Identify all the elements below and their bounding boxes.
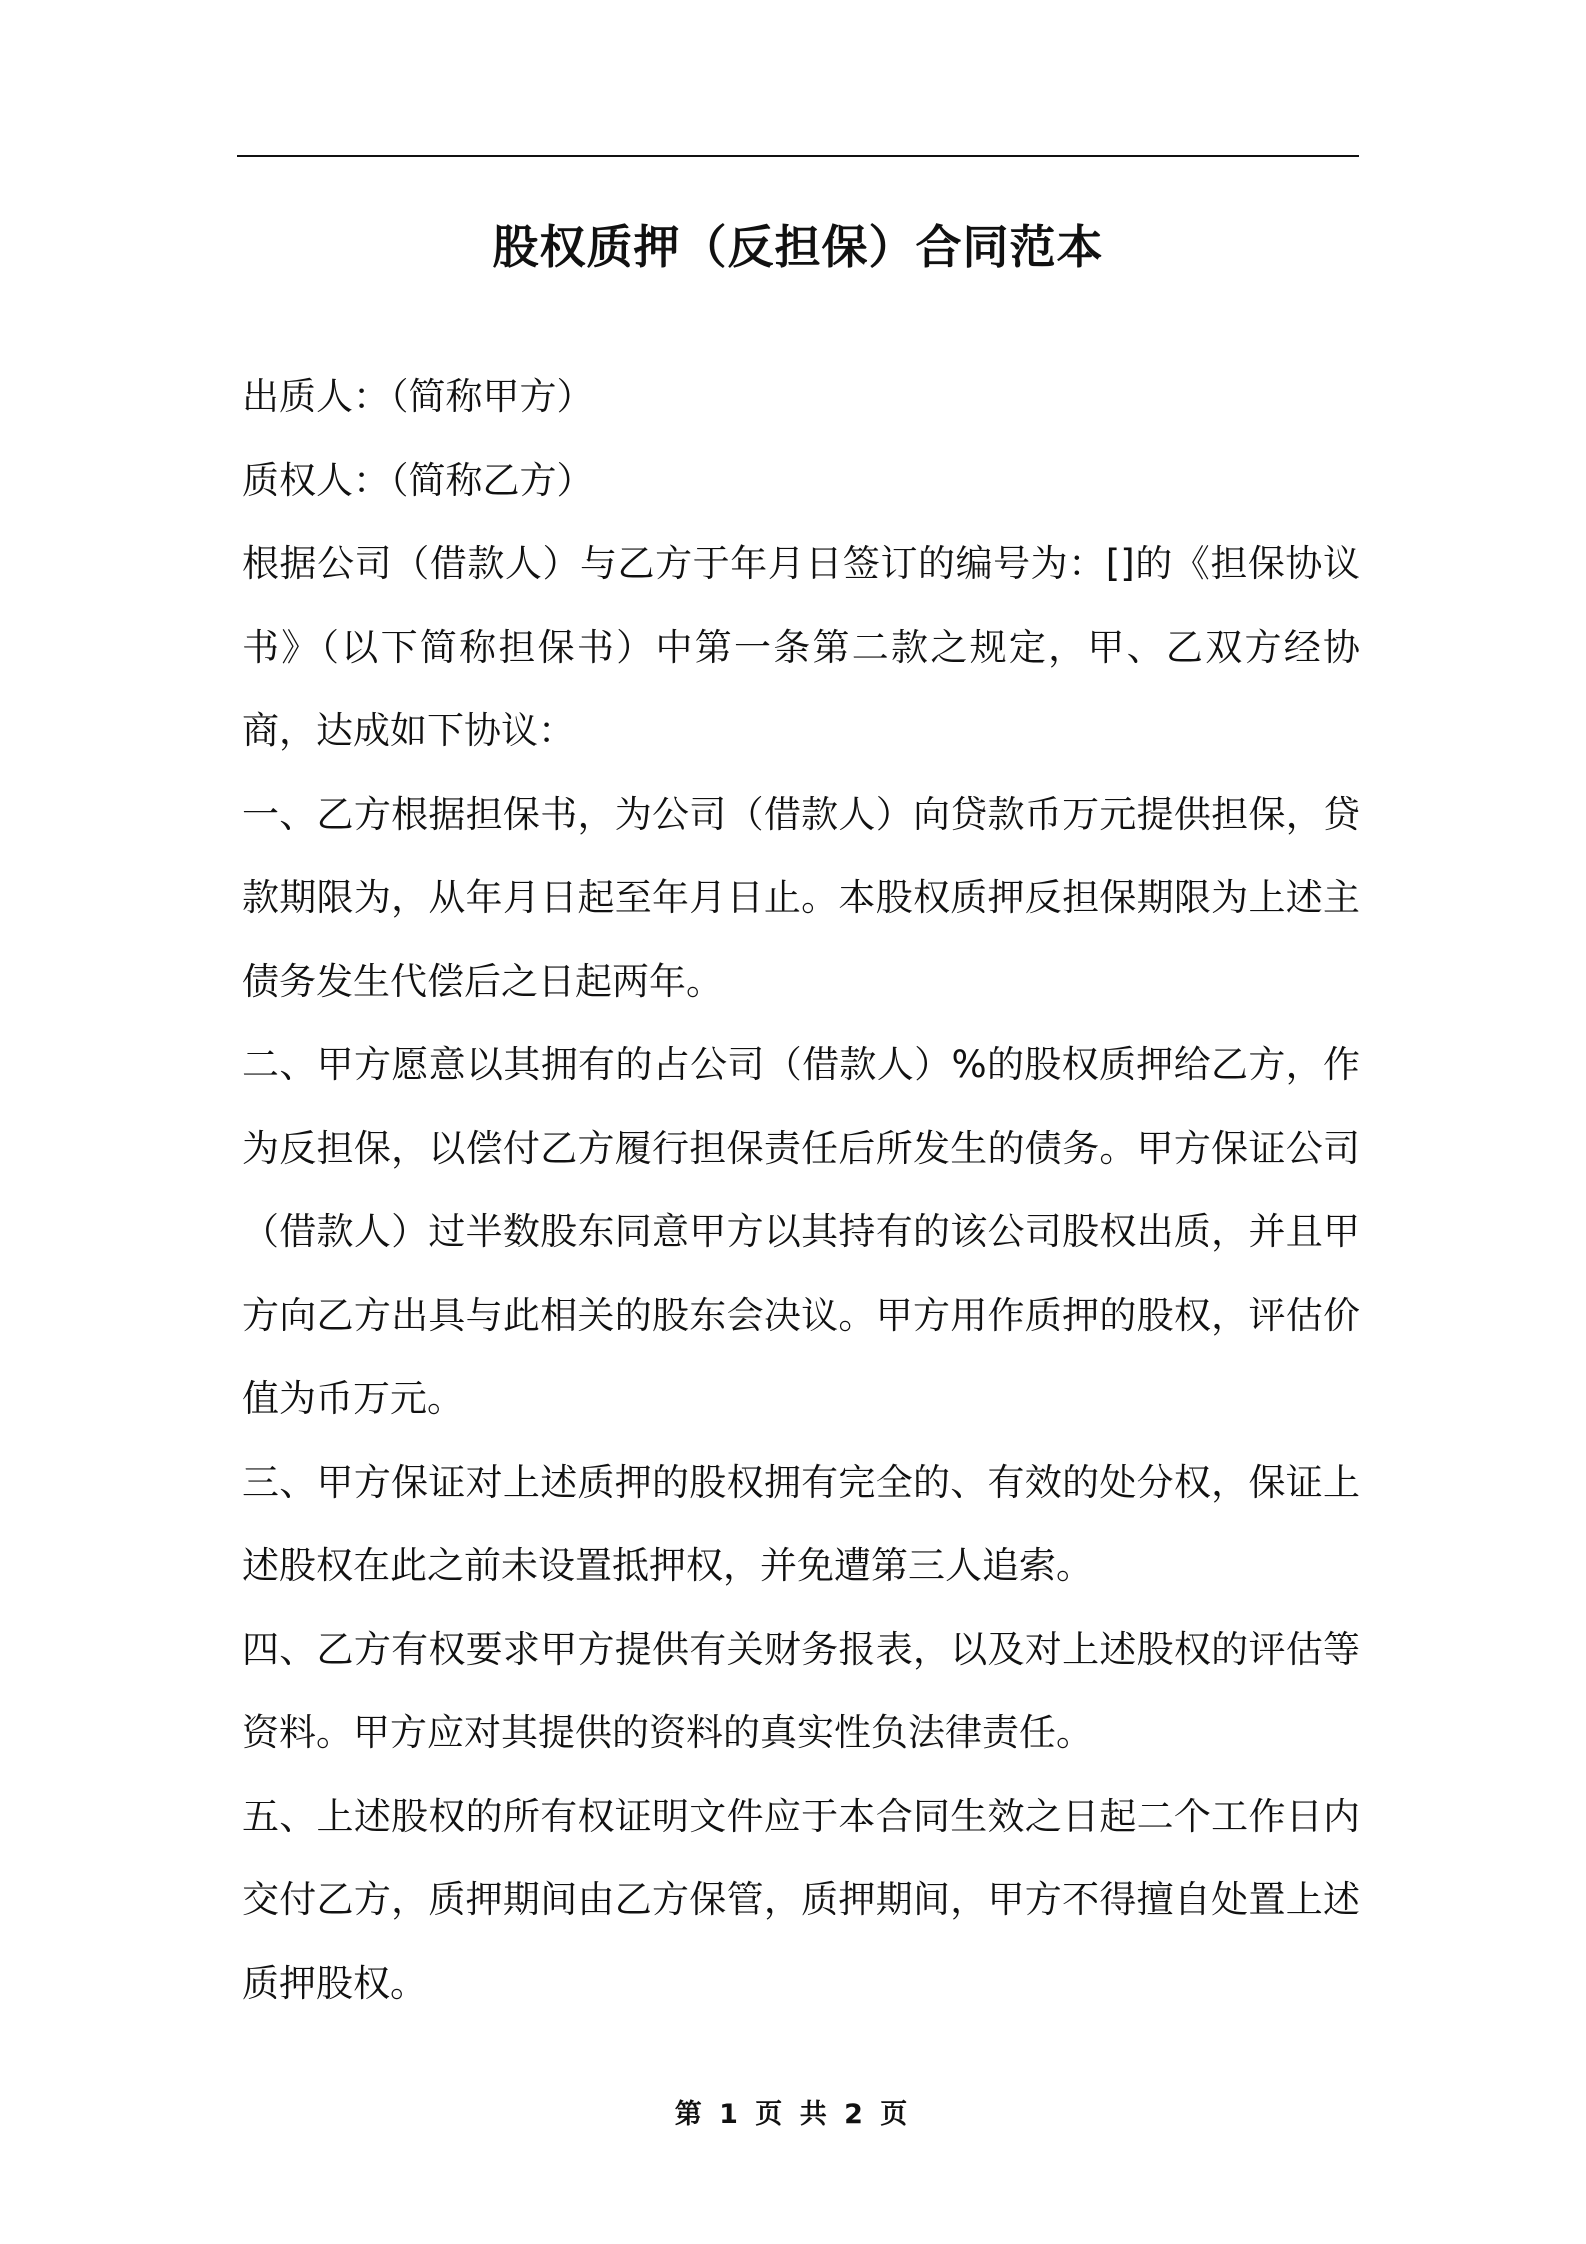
page-number: 第 1 页 共 2 页 — [674, 2099, 912, 2130]
clause-5: 五、上述股权的所有权证明文件应于本合同生效之日起二个工作日内交付乙方，质押期间由乙方保管，质押期间，甲方不得擅自处置上述质押股权。 — [242, 1794, 1360, 2005]
pledgor-line: 出质人：（简称甲方） — [242, 375, 594, 418]
clause-1: 一、乙方根据担保书，为公司（借款人）向贷款币万元提供担保，贷款期限为，从年月日起至年月日止。本股权质押反担保期限为上述主债务发生代偿后之日起两年。 — [242, 792, 1360, 1003]
clause-4: 四、乙方有权要求甲方提供有关财务报表，以及对上述股权的评估等资料。甲方应对其提供的资料的真实性负法律责任。 — [242, 1627, 1360, 1754]
header-rule — [237, 155, 1359, 157]
clause-2: 二、甲方愿意以其拥有的占公司（借款人）%的股权质押给乙方，作为反担保，以偿付乙方履行担保责任后所发生的债务。甲方保证公司（借款人）过半数股东同意甲方以其持有的该公司股权出质，并且甲方向乙方出具与此相关的股东会决议。甲方用作质押的股权，评估价值为币万元。 — [242, 1043, 1360, 1420]
pledgee-line: 质权人：（简称乙方） — [242, 458, 594, 502]
document-body — [242, 355, 1360, 2025]
clause-3: 三、甲方保证对上述质押的股权拥有完全的、有效的处分权，保证上述股权在此之前未设置抵押权，并免遭第三人追索。 — [242, 1460, 1360, 1587]
document-title: 股权质押（反担保）合同范本 — [492, 220, 1104, 274]
preamble-paragraph: 根据公司（借款人）与乙方于年月日签订的编号为：[]的《担保协议书》（以下简称担保书）中第一条第二款之规定，甲、乙双方经协商，达成如下协议： — [242, 542, 1360, 752]
